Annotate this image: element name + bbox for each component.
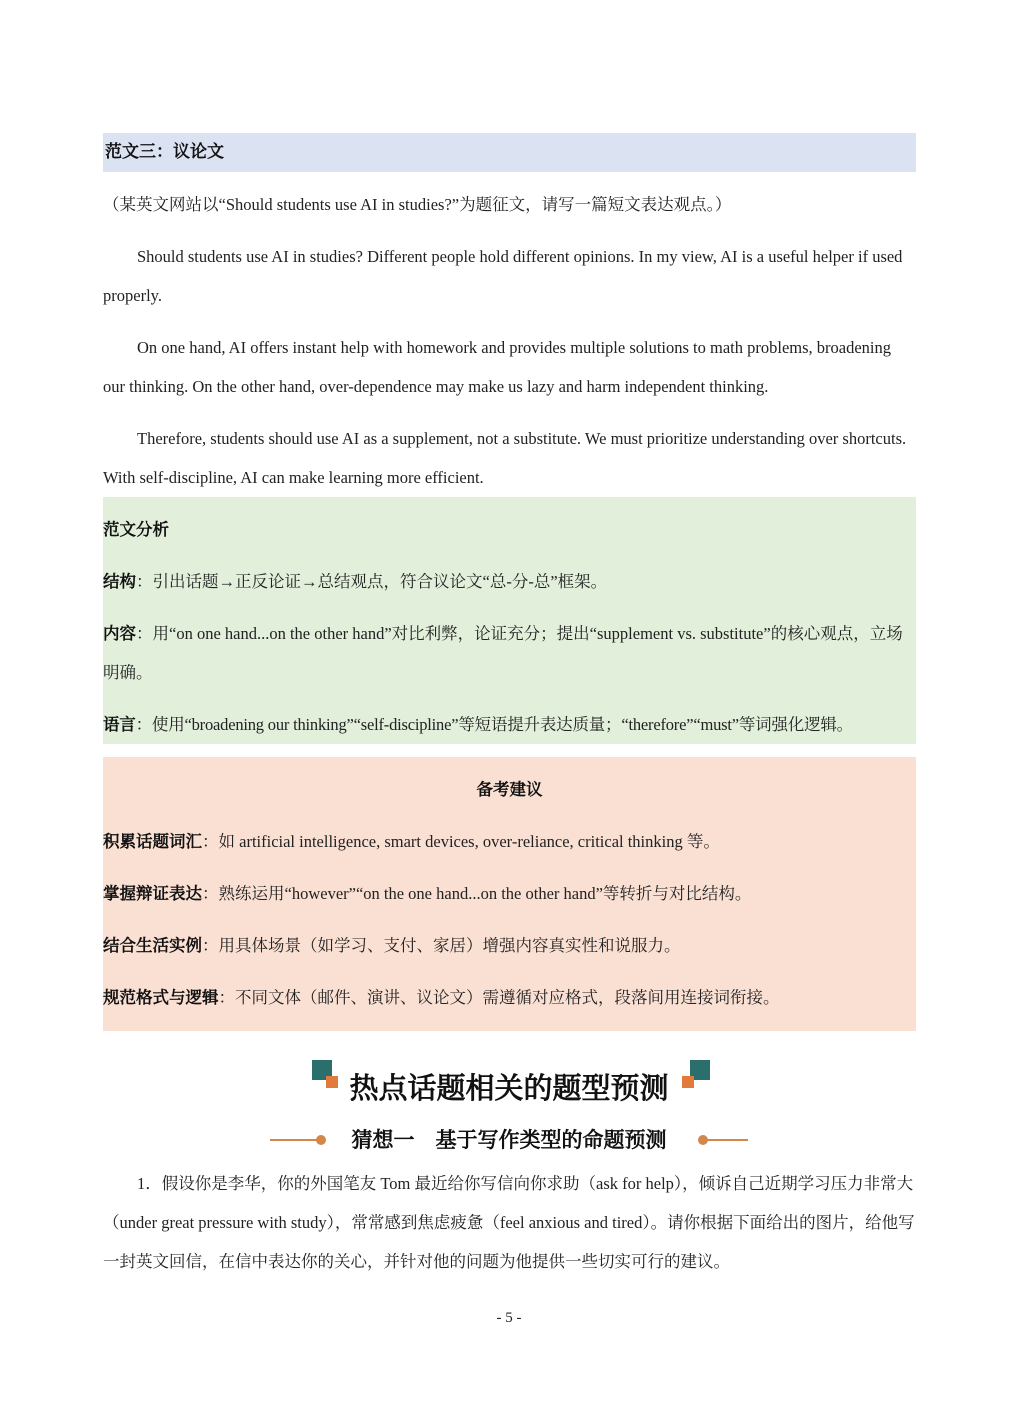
analysis-content: [103, 614, 916, 692]
advice-text: ：不同文体（邮件、演讲、议论文）需遵循对应格式，段落间用连接词衔接。: [218, 988, 780, 1007]
advice-label: 积累话题词汇: [103, 832, 202, 851]
page-number: - 5 -: [496, 1310, 522, 1326]
advice-label: 掌握辩证表达: [103, 884, 202, 903]
advice-text: ：如 artificial intelligence, smart devices, over-reliance, critical thinking 等。: [202, 832, 720, 851]
subtitle-right-line: [700, 1139, 748, 1141]
advice-item: [103, 822, 916, 861]
sample-heading: 范文三：议论文: [103, 133, 916, 172]
advice-item: [103, 926, 916, 965]
advice-text: ：用具体场景（如学习、支付、家居）增强内容真实性和说服力。: [202, 936, 681, 955]
advice-label: 结合生活实例: [103, 936, 202, 955]
section-title: 热点话题相关的题型预测: [349, 1071, 669, 1105]
analysis-heading: 范文分析: [103, 520, 169, 539]
content-label: 内容: [103, 624, 136, 643]
content-text: ：用“on one hand...on the other hand”对比利弊，论证充分；提出“supplement vs. substitute”的核心观点，立场明确。: [103, 624, 903, 682]
structure-text: ：引出话题→正反论证→总结观点，符合议论文“总-分-总”框架。: [136, 572, 608, 591]
language-text: ：使用“broadening our thinking”“self-discipline”等短语提升表达质量；“therefore”“must”等词强化逻辑。: [135, 715, 853, 734]
advice-text: ：熟练运用“however”“on the one hand...on the other hand”等转折与对比结构。: [202, 884, 752, 903]
advice-heading: 备考建议: [476, 780, 543, 799]
advice-section: [103, 757, 916, 1031]
advice-label: 规范格式与逻辑: [103, 988, 219, 1007]
article-content: [103, 133, 916, 1031]
advice-item: [103, 978, 916, 1017]
advice-item: [103, 874, 916, 913]
section-subtitle: 猜想一 基于写作类型的命题预测: [351, 1128, 667, 1152]
decor-squares-icon: [682, 1060, 710, 1094]
structure-label: 结构: [103, 572, 136, 591]
sample-paragraph: On one hand, AI offers instant help with homework and provides multiple solutions to math problems, broadening our thinking. On the other hand, over-dependence may make us lazy and harm independent thinking.: [103, 338, 891, 396]
writing-task: 1．假设你是李华，你的外国笔友 Tom 最近给你写信向你求助（ask for help），倾诉自己近期学习压力非常大（under great pressure with study），常常感到焦虑疲惫（feel anxious and tired）。请你根据下面给出的图片，给他写一封英文回信，在信中表达你的关心，并针对他的问题为他提供一些切实可行的建议。: [103, 1174, 915, 1271]
sample-paragraph: Therefore, students should use AI as a supplement, not a substitute. We must prioritize understanding over shortcuts. With self-discipline, AI can make learning more efficient.: [103, 429, 907, 487]
analysis-language: [103, 705, 916, 744]
sample-paragraph: Should students use AI in studies? Different people hold different opinions. In my view, AI is a useful helper if used properly.: [103, 247, 903, 305]
language-label: 语言: [103, 715, 136, 734]
analysis-structure: [103, 562, 916, 601]
sample-prompt: （某英文网站以“Should students use AI in studies?”为题征文，请写一篇短文表达观点。）: [103, 195, 732, 214]
analysis-section: [103, 497, 916, 744]
